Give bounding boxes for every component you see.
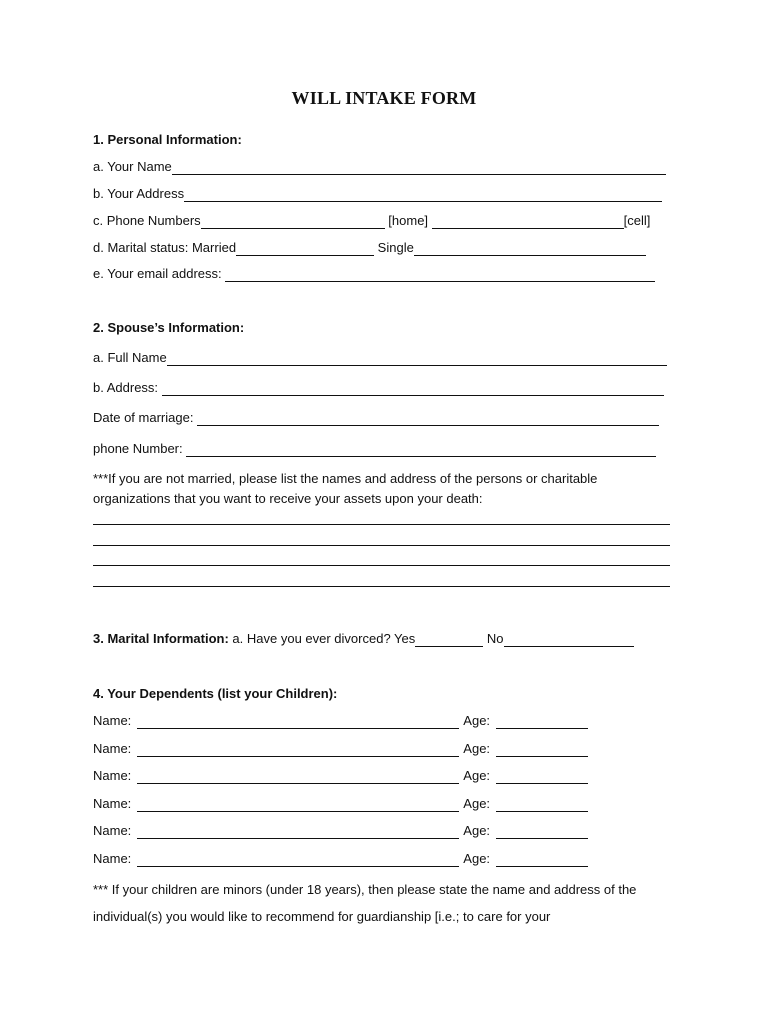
marital-status-label: d. Marital status: Married <box>93 240 237 255</box>
spouse-address-label: b. Address: <box>93 380 159 395</box>
spouse-phone-label: phone Number: <box>93 441 183 456</box>
spouse-phone-row <box>93 440 656 458</box>
marriage-date-label: Date of marriage: <box>93 410 194 425</box>
dependent-name-field[interactable] <box>137 715 459 729</box>
divorced-question: a. Have you ever divorced? Yes <box>232 631 416 646</box>
your-name-field[interactable] <box>172 161 666 175</box>
beneficiaries-line-4[interactable] <box>93 574 670 587</box>
dependent-age-label: Age: <box>463 741 491 756</box>
your-address-field[interactable] <box>184 188 662 202</box>
dependent-age-field[interactable] <box>496 798 588 812</box>
divorced-yes-field[interactable] <box>415 633 483 647</box>
your-name-row <box>93 158 666 176</box>
dependent-name-field[interactable] <box>137 798 459 812</box>
marital-status-row <box>93 239 646 257</box>
divorced-no-label: No <box>486 631 504 646</box>
your-name-label: a. Your Name <box>93 159 172 174</box>
email-field[interactable] <box>225 268 655 282</box>
dependent-row <box>93 740 588 758</box>
dependent-age-label: Age: <box>463 768 491 783</box>
cell-phone-field[interactable] <box>432 215 624 229</box>
guardianship-note: *** If your children are minors (under 18 years), then please state the name and address of the individual(s) you would like to recommend for guardianship [i.e.; to care for your <box>93 882 637 924</box>
dependent-row <box>93 712 588 730</box>
beneficiaries-line-3[interactable] <box>93 553 670 566</box>
single-label: Single <box>377 240 414 255</box>
dependent-name-field[interactable] <box>137 853 459 867</box>
spouse-fullname-row <box>93 349 667 367</box>
dependent-name-label: Name: <box>93 741 132 756</box>
divorced-no-field[interactable] <box>504 633 634 647</box>
email-label: e. Your email address: <box>93 266 222 281</box>
home-tag: [home] <box>388 213 429 228</box>
spouse-address-field[interactable] <box>162 382 664 396</box>
dependent-row <box>93 822 588 840</box>
dependent-row <box>93 850 588 868</box>
section-3-heading: 3. Marital Information: <box>93 631 229 646</box>
dependent-age-field[interactable] <box>496 825 588 839</box>
home-phone-field[interactable] <box>201 215 385 229</box>
spouse-phone-field[interactable] <box>186 443 656 457</box>
dependent-name-label: Name: <box>93 823 132 838</box>
section-1-heading: 1. Personal Information: <box>93 132 242 147</box>
marital-information-row <box>93 630 634 648</box>
beneficiaries-line-1[interactable] <box>93 512 670 525</box>
dependent-name-label: Name: <box>93 796 132 811</box>
marriage-date-row <box>93 409 659 427</box>
dependent-name-label: Name: <box>93 851 132 866</box>
email-row <box>93 265 655 283</box>
dependent-name-field[interactable] <box>137 825 459 839</box>
your-address-row <box>93 185 662 203</box>
phone-numbers-label: c. Phone Numbers <box>93 213 201 228</box>
phone-numbers-row <box>93 212 650 230</box>
married-field[interactable] <box>236 242 374 256</box>
beneficiaries-line-2[interactable] <box>93 533 670 546</box>
section-2-heading: 2. Spouse’s Information: <box>93 320 245 335</box>
dependent-age-field[interactable] <box>496 770 588 784</box>
dependent-age-label: Age: <box>463 823 491 838</box>
marriage-date-field[interactable] <box>197 412 659 426</box>
dependent-age-field[interactable] <box>496 853 588 867</box>
dependent-age-field[interactable] <box>496 715 588 729</box>
dependent-name-label: Name: <box>93 713 132 728</box>
your-address-label: b. Your Address <box>93 186 185 201</box>
dependent-age-label: Age: <box>463 851 491 866</box>
dependent-row <box>93 795 588 813</box>
spouse-address-row <box>93 379 664 397</box>
form-title: WILL INTAKE FORM <box>291 88 477 108</box>
dependent-name-label: Name: <box>93 768 132 783</box>
dependent-name-field[interactable] <box>137 770 459 784</box>
spouse-fullname-field[interactable] <box>167 352 667 366</box>
spouse-fullname-label: a. Full Name <box>93 350 167 365</box>
beneficiaries-note: ***If you are not married, please list the names and address of the persons or charitable organizations that you want to receive your assets upon your death: <box>93 471 598 506</box>
single-field[interactable] <box>414 242 646 256</box>
dependent-row <box>93 767 588 785</box>
dependent-age-label: Age: <box>463 796 491 811</box>
cell-tag: [cell] <box>623 213 651 228</box>
section-4-heading: 4. Your Dependents (list your Children): <box>93 686 338 701</box>
dependent-age-field[interactable] <box>496 743 588 757</box>
dependent-name-field[interactable] <box>137 743 459 757</box>
dependent-age-label: Age: <box>463 713 491 728</box>
